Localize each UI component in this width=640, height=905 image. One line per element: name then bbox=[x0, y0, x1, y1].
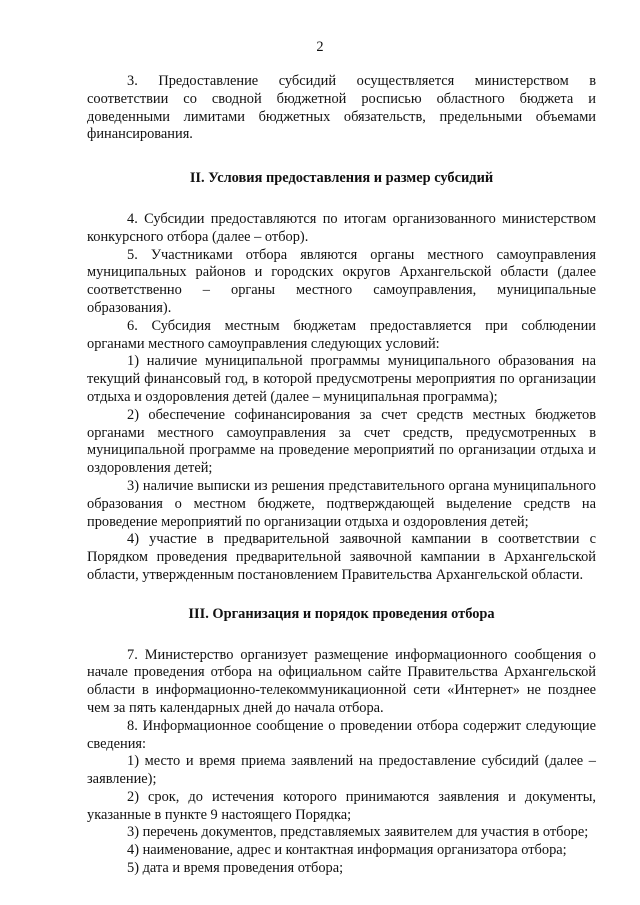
paragraph-8-item-5: 5) дата и время проведения отбора; bbox=[127, 860, 344, 877]
paragraph-5: 5. Участниками отбора являются органы местного самоуправления муниципальных районов и городских округов Архангельской области (далее соответственно – органы местного самоуправления, муниципальные образования). bbox=[87, 246, 596, 316]
section-heading-ii: II. Условия предоставления и размер субсидий bbox=[189, 170, 494, 187]
paragraph-3: 3. Предоставление субсидий осуществляется министерством в соответствии со сводной бюджетной росписью областного бюджета и доведенными лимитами бюджетных обязательств, предельными объемами финансирования. bbox=[87, 73, 596, 143]
paragraph-8-item-4: 4) наименование, адрес и контактная информация организатора отбора; bbox=[127, 842, 567, 859]
paragraph-4: 4. Субсидии предоставляются по итогам организованного министерством конкурсного отбора (далее – отбор). bbox=[87, 210, 596, 245]
paragraph-8: 8. Информационное сообщение о проведении отбора содержит следующие сведения: bbox=[87, 717, 596, 752]
paragraph-7: 7. Министерство организует размещение информационного сообщения о начале проведения отбора на официальном сайте Правительства Архангельской области в информационно-телекоммуникационной сети «Интернет» не позднее чем за пять календарных дней до начала отбора. bbox=[87, 646, 596, 716]
paragraph-6-item-3: 3) наличие выписки из решения представительного органа муниципального образования о местном бюджете, подтверждающей выделение средств на проведение мероприятий по организации отдыха и оздоровления детей; bbox=[87, 477, 596, 530]
page-number: 2 bbox=[316, 39, 324, 55]
paragraph-6-item-2: 2) обеспечение софинансирования за счет средств местных бюджетов органами местного самоуправления за счет средств, предусмотренных в муниципальной программе на проведение мероприятий по организации отдыха и оздоровления детей; bbox=[87, 406, 596, 477]
document-body bbox=[87, 73, 596, 878]
paragraph-6: 6. Субсидия местным бюджетам предоставляется при соблюдении органами местного самоуправления следующих условий: bbox=[87, 317, 596, 352]
paragraph-8-item-3: 3) перечень документов, представляемых заявителем для участия в отборе; bbox=[127, 824, 589, 841]
paragraph-8-item-2: 2) срок, до истечения которого принимаются заявления и документы, указанные в пункте 9 настоящего Порядка; bbox=[87, 788, 596, 823]
paragraph-6-item-4: 4) участие в предварительной заявочной кампании в соответствии с Порядком проведения предварительной заявочной кампании в Архангельской области, утвержденным постановлением Правительства Архангельской области. bbox=[87, 531, 596, 583]
section-heading-iii: III. Организация и порядок проведения отбора bbox=[188, 605, 495, 622]
paragraph-8-item-1: 1) место и время приема заявлений на предоставление субсидий (далее – заявление); bbox=[87, 753, 596, 788]
paragraph-6-item-1: 1) наличие муниципальной программы муниципального образования на текущий финансовый год, в которой предусмотрены мероприятия по организации отдыха и оздоровления детей (далее – муниципальная программа); bbox=[87, 353, 596, 405]
